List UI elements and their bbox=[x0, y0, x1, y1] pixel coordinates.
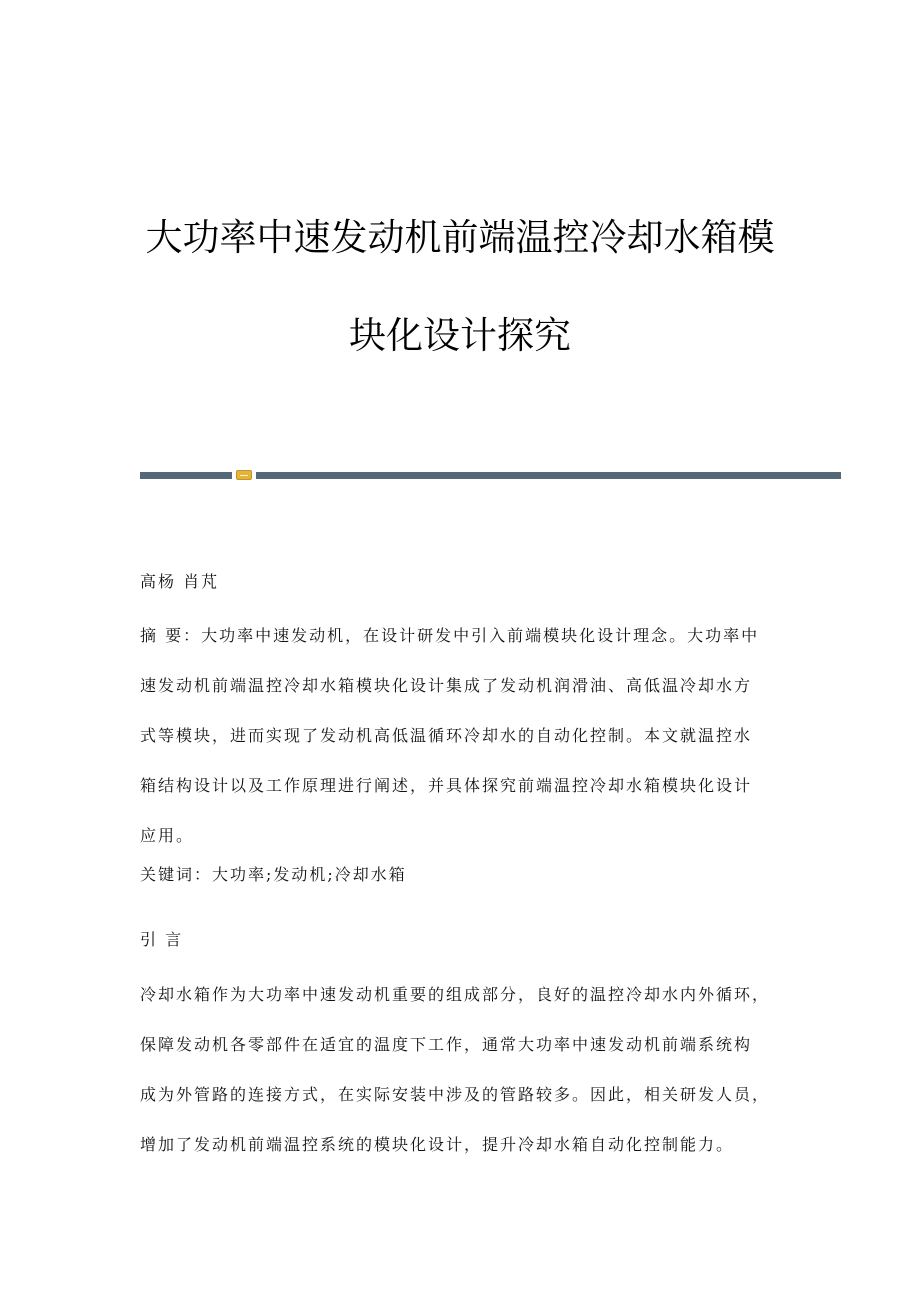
divider-emblem-icon bbox=[236, 470, 252, 480]
abstract-line: 箱结构设计以及工作原理进行阐述，并具体探究前端温控冷却水箱模块化设计 bbox=[140, 776, 753, 795]
divider-bar-left bbox=[140, 472, 232, 479]
abstract-line: 摘 要：大功率中速发动机，在设计研发中引入前端模块化设计理念。大功率中 bbox=[140, 626, 760, 645]
intro-body bbox=[140, 970, 790, 1170]
intro-line: 冷却水箱作为大功率中速发动机重要的组成部分，良好的温控冷却水内外循环， bbox=[140, 985, 771, 1004]
document-title-line-1: 大功率中速发动机前端温控冷却水箱模 bbox=[145, 216, 775, 259]
abstract-line: 式等模块，进而实现了发动机高低温循环冷却水的自动化控制。本文就温控水 bbox=[140, 726, 753, 745]
divider-bar-right bbox=[256, 472, 841, 479]
intro-line: 保障发动机各零部件在适宜的温度下工作，通常大功率中速发动机前端系统构 bbox=[140, 1035, 753, 1054]
authors: 高杨 肖芃 bbox=[140, 572, 220, 591]
abstract-line: 应用。 bbox=[140, 826, 195, 845]
intro-line: 成为外管路的连接方式，在实际安装中涉及的管路较多。因此，相关研发人员， bbox=[140, 1085, 771, 1104]
keywords: 关键词：大功率;发动机;冷却水箱 bbox=[140, 865, 407, 884]
intro-line: 增加了发动机前端温控系统的模块化设计，提升冷却水箱自动化控制能力。 bbox=[140, 1135, 735, 1154]
abstract bbox=[140, 611, 790, 861]
title-divider bbox=[140, 470, 841, 480]
document-title-line-2: 块化设计探究 bbox=[349, 314, 571, 357]
intro-heading: 引 言 bbox=[140, 930, 184, 949]
abstract-line: 速发动机前端温控冷却水箱模块化设计集成了发动机润滑油、高低温冷却水方 bbox=[140, 676, 753, 695]
